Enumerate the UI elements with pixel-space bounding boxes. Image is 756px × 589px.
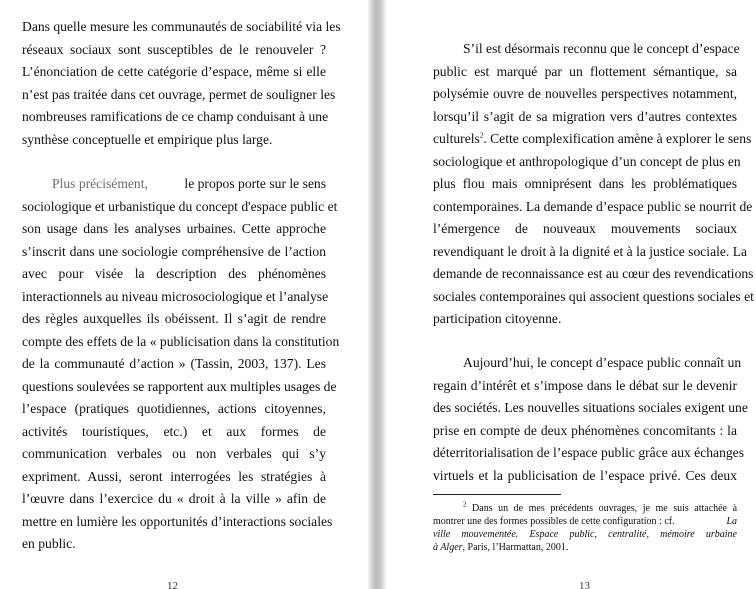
text-line: en public. bbox=[22, 536, 76, 551]
footnote-line: ville mouvementée. Espace public, centralité, mémoire urbaine bbox=[433, 529, 737, 540]
text-line-rest: . Cette complexification amène à explorer le sens bbox=[483, 131, 752, 146]
text-line: S’il est désormais reconnu que le concept d’espace bbox=[463, 41, 740, 56]
text-line: regain d’intérêt et s’impose dans le débat sur le devenir bbox=[433, 377, 737, 393]
text-line: l’espace (pratiques quotidiennes, actions citoyennes, bbox=[22, 401, 326, 416]
text-line: lorsqu’il s’agit de sa migration vers d’autres contextes bbox=[433, 108, 737, 124]
footnote-reference[interactable]: 2 bbox=[479, 131, 484, 140]
text-line: des sociétés. Les nouvelles situations sociales exigent une bbox=[433, 400, 748, 415]
text-line: interactionnels au niveau microsociologique et l’analyse bbox=[22, 288, 329, 304]
lead-phrase: Plus précisément, bbox=[52, 176, 148, 191]
text-line: synthèse conceptuelle et empirique plus large. bbox=[22, 131, 273, 147]
text-line: Dans quelle mesure les communautés de sociabilité via les bbox=[22, 19, 341, 34]
left-page bbox=[0, 0, 368, 589]
footnote-line: $^2$ Dans un de mes précédents ouvrages, je me suis attachée à bbox=[463, 500, 738, 514]
text-line: n’est pas traitée dans cet ouvrage, permet de souligner les bbox=[22, 86, 336, 102]
text-line: virtuels et la publicisation de l’espace privé. Ces deux bbox=[433, 467, 737, 483]
page-number: 13 bbox=[579, 580, 590, 589]
text-line: Aujourd’hui, le concept d’espace public connaît un bbox=[463, 355, 742, 370]
page-number: 12 bbox=[167, 580, 178, 589]
text-line: réseaux sociaux sont susceptibles de le renouveler ? bbox=[22, 41, 326, 57]
text-line: activités touristiques, etc.) et aux formes de bbox=[22, 423, 326, 439]
text-line: sociologique et urbanistique du concept d'espace public et bbox=[22, 198, 338, 214]
text-line: nombreuses ramifications de ce champ conduisant à une bbox=[22, 109, 329, 124]
text-line: compte des effets de la « publicisation dans la constitution bbox=[22, 333, 340, 349]
text-line: l’émergence de nouveaux mouvements sociaux bbox=[433, 221, 737, 236]
text-line: avec pour visée la description des phénomènes bbox=[22, 266, 326, 281]
text-line bbox=[52, 176, 326, 192]
text-line: public est marqué par un flottement sémantique, sa bbox=[433, 63, 737, 79]
text-line: expriment. Aussi, seront interrogées les stratégies à bbox=[22, 468, 326, 484]
text-line: s’inscrit dans une sociologie compréhensive de l’action bbox=[22, 243, 326, 259]
footnote-line: montrer une des formes possibles de cette configuration : cf. La bbox=[433, 516, 737, 527]
footnote-marker: 2 bbox=[463, 500, 467, 509]
text-line: sociologique et anthropologique d’un concept de plus en bbox=[433, 153, 741, 169]
text-line: sociales contemporaines qui associent questions sociales et bbox=[433, 288, 754, 304]
text-line: mettre en lumière les opportunités d’interactions sociales bbox=[22, 513, 333, 529]
text-line: communication verbales ou non verbales qui s’y bbox=[22, 446, 326, 461]
text-line: polysémie ouvre de nouvelles perspectives notamment, bbox=[433, 86, 737, 101]
text-line: demande de reconnaissance est au cœur des revendications bbox=[433, 266, 754, 281]
book-gutter bbox=[368, 0, 386, 589]
lead-line-rest: le propos porte sur le sens bbox=[184, 176, 326, 191]
text-line: l’œuvre dans l’exercice du « droit à la ville » afin de bbox=[22, 491, 326, 506]
text-line: L’énonciation de cette catégorie d’espace, même si elle bbox=[22, 64, 326, 79]
text-line: revendiquant le droit à la dignité et à la justice sociale. La bbox=[433, 243, 748, 259]
footnote-separator bbox=[433, 494, 561, 495]
text-line: participation citoyenne. bbox=[433, 311, 562, 326]
right-page bbox=[386, 0, 756, 589]
text-line: des règles auxquelles ils obéissent. Il s’agit de rendre bbox=[22, 311, 326, 326]
text-line: prise en compte de deux phénomènes concomitants : la bbox=[433, 422, 737, 438]
text-line: de la communauté d’action » (Tassin, 2003, 137). Les bbox=[22, 356, 326, 371]
text-line: contemporaines. La demande d’espace public se nourrit de bbox=[433, 198, 753, 214]
footnote-line: à Alger, Paris, l’Harmattan, 2001. bbox=[433, 542, 569, 553]
footnote-anchor-word: culturels$^2$ bbox=[433, 131, 484, 146]
text-line: questions soulevées se rapportent aux multiples usages de bbox=[22, 378, 337, 394]
text-line bbox=[433, 131, 752, 147]
text-line: son usage dans les analyses urbaines. Cette approche bbox=[22, 221, 326, 236]
text-line: déterritorialisation de l’espace public grâce aux échanges bbox=[433, 445, 744, 460]
text-line: plus flou mais omniprésent dans les problématiques bbox=[433, 176, 737, 191]
